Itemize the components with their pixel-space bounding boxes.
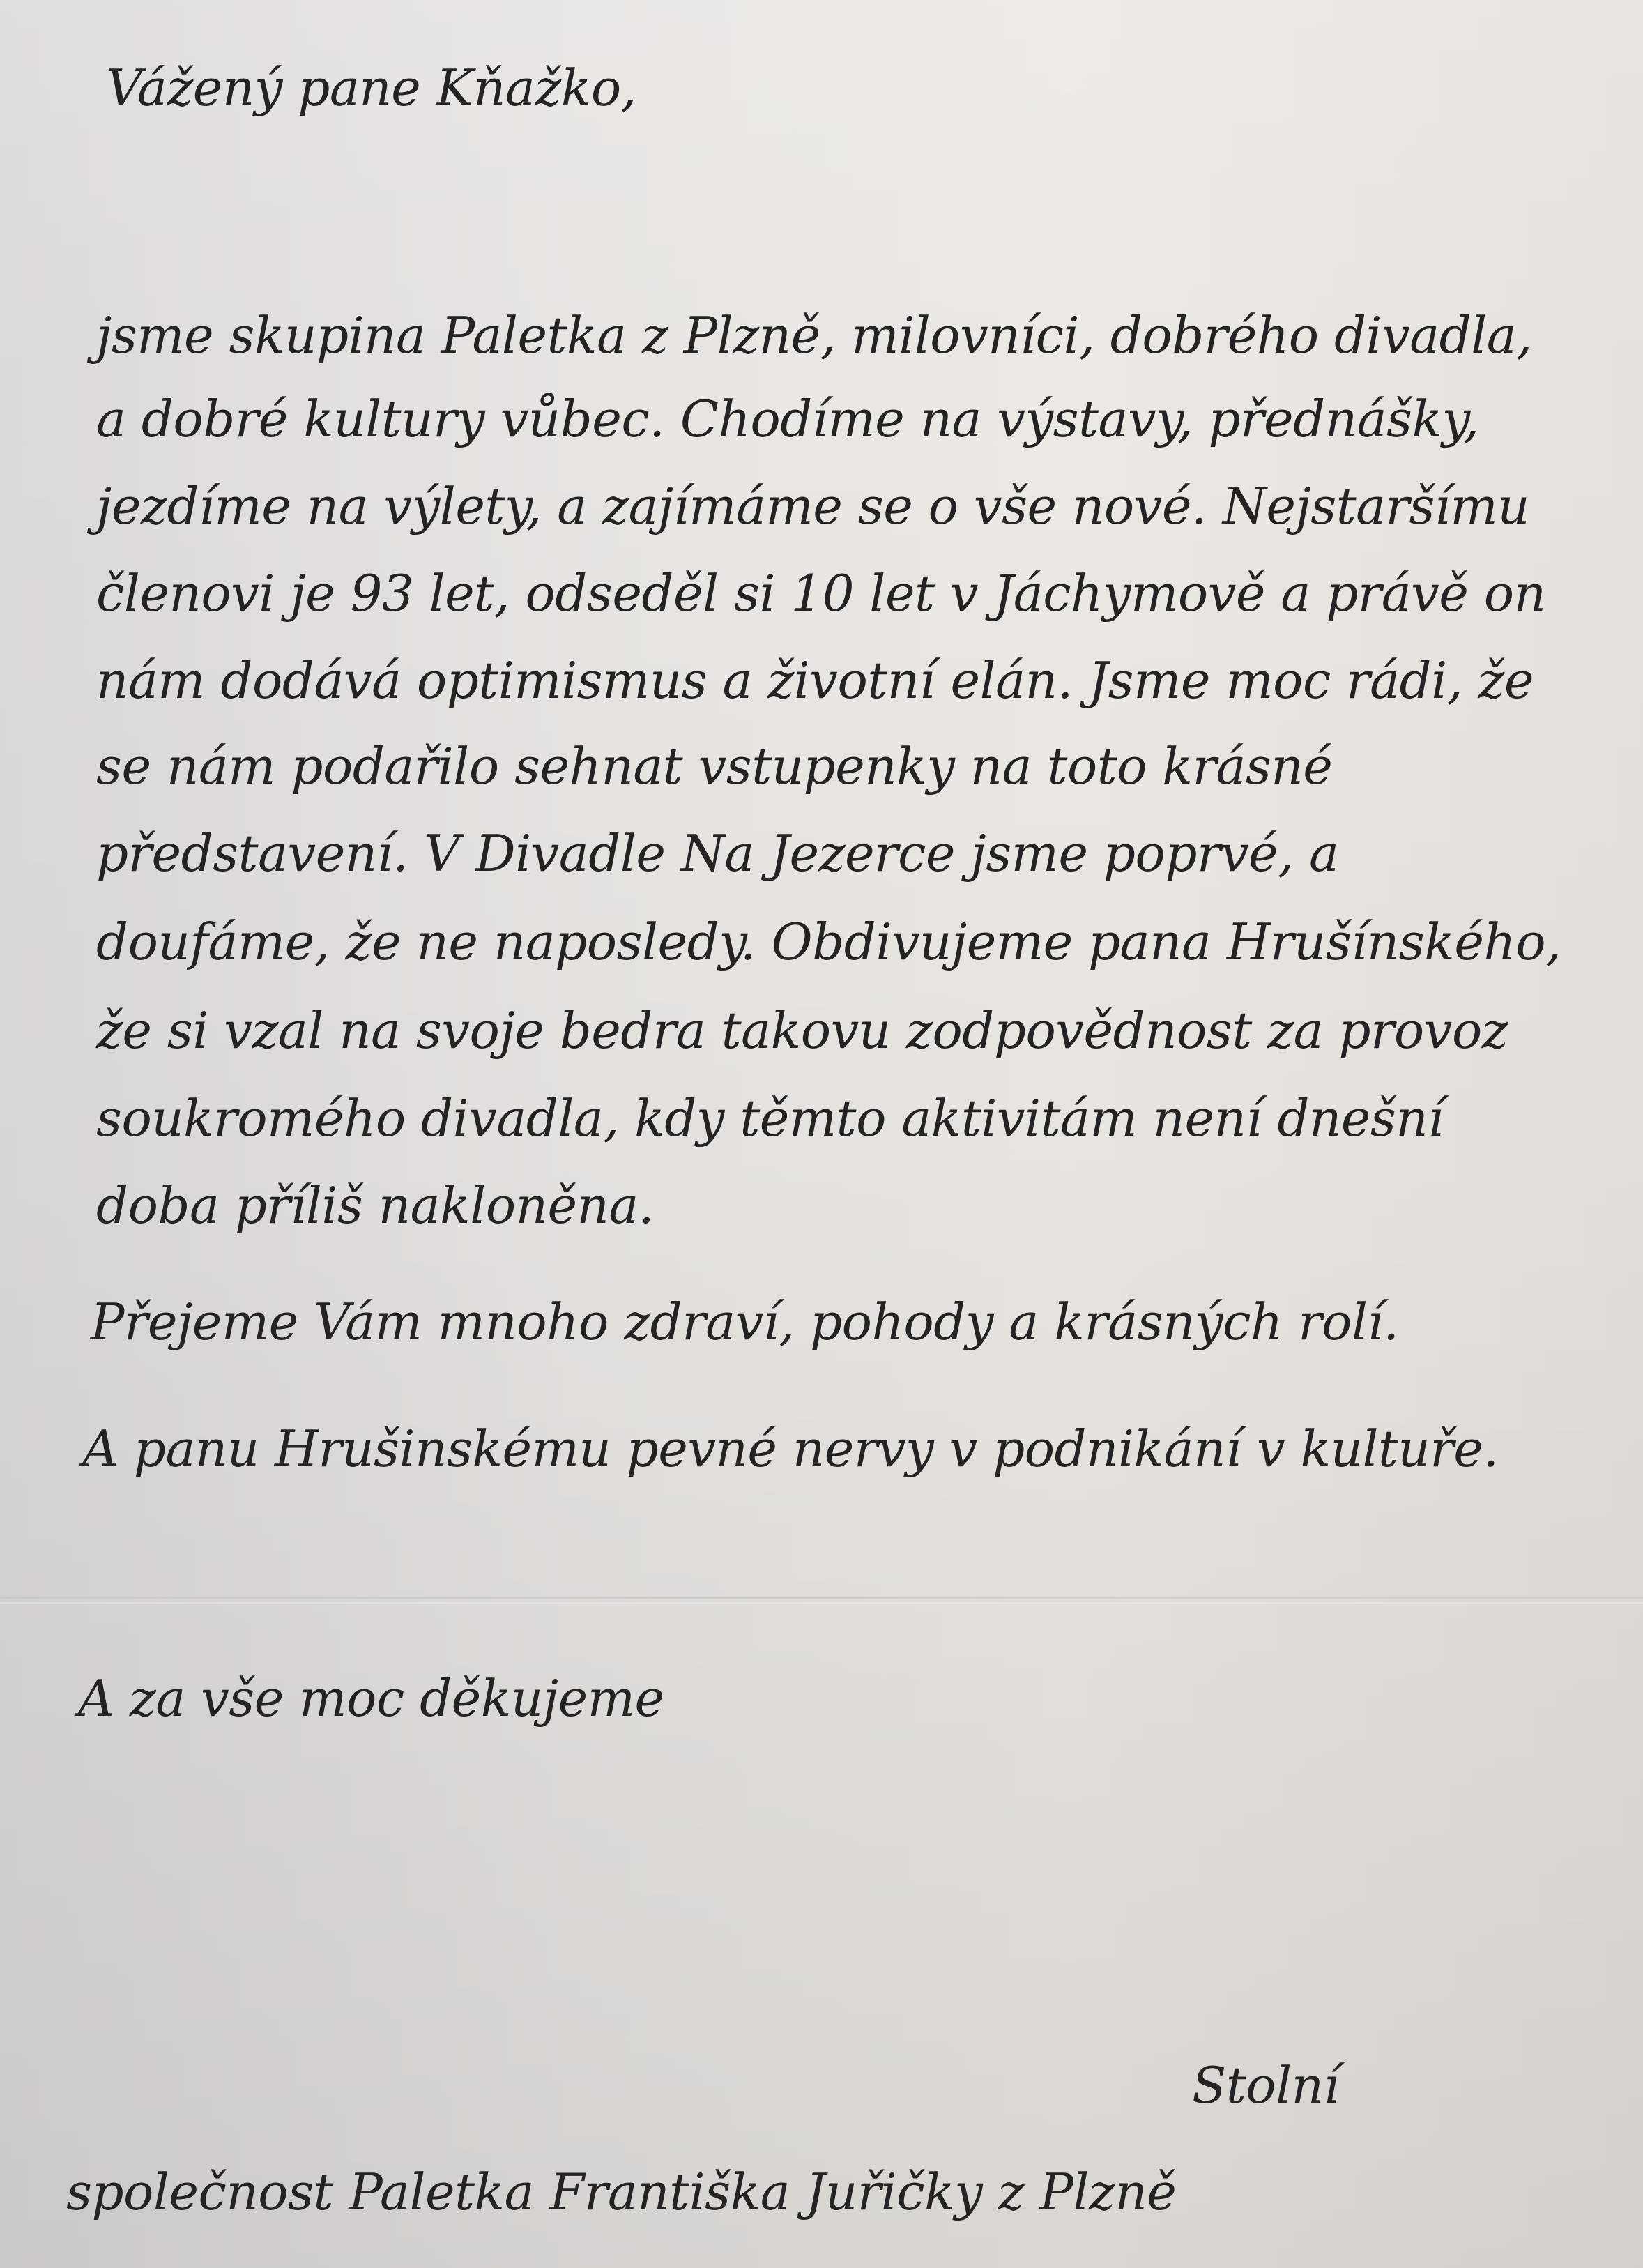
body-line-1: jsme skupina Paletka z Plzně, milovníci, dobrého divadla, — [96, 306, 1532, 365]
body-line-10: soukromého divadla, kdy těmto aktivitám není dnešní — [96, 1089, 1444, 1148]
greeting: Vážený pane Kňažko, — [106, 59, 637, 117]
thanks-line: A za vše moc děkujeme — [78, 1669, 664, 1728]
body-line-11: doba příliš nakloněna. — [96, 1176, 655, 1235]
body-line-9: že si vzal na svoje bedra takovu zodpovědnost za provoz — [96, 1001, 1508, 1060]
body-line-5: nám dodává optimismus a životní elán. Jsme moc rádi, že — [96, 651, 1534, 710]
body-line-2: a dobré kultury vůbec. Chodíme na výstavy, přednášky, — [96, 390, 1479, 448]
wish-line-1: Přejeme Vám mnoho zdraví, pohody a krásných rolí. — [91, 1293, 1399, 1351]
body-line-6: se nám podařilo sehnat vstupenky na toto krásné — [96, 737, 1333, 796]
signature-line-2: společnost Paletka Františka Juřičky z Plzně — [66, 2163, 1177, 2221]
wish-line-2: A panu Hrušinskému pevné nervy v podnikání v kultuře. — [82, 1420, 1499, 1478]
body-line-4: členovi je 93 let, odseděl si 10 let v Jáchymově a právě on — [96, 564, 1546, 623]
signature-line-1: Stolní — [1192, 2056, 1340, 2115]
body-line-8: doufáme, že ne naposledy. Obdivujeme pana Hrušínského, — [96, 913, 1561, 971]
body-line-3: jezdíme na výlety, a zajímáme se o vše nové. Nejstaršímu — [96, 477, 1530, 535]
body-line-7: představení. V Divadle Na Jezerce jsme poprvé, a — [96, 824, 1339, 883]
